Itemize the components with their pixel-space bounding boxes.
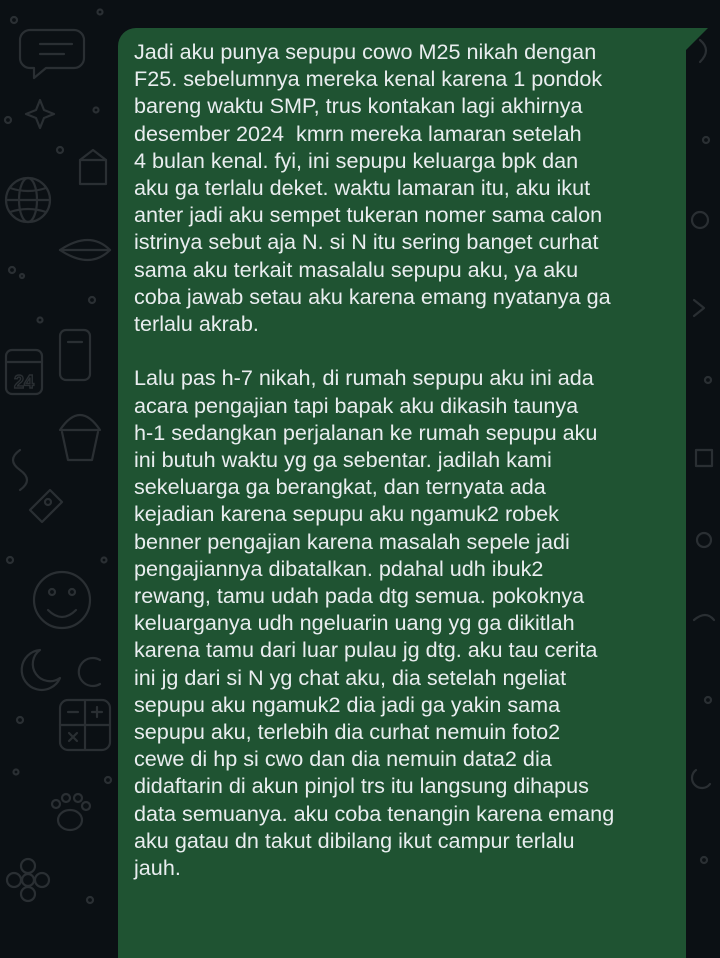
message-bubble-tail: [686, 28, 708, 50]
star-icon: [26, 100, 54, 128]
message-bubble[interactable]: [118, 28, 686, 958]
flower-icon: [7, 859, 49, 901]
message-text: Jadi aku punya sepupu cowo M25 nikah dengan F25. sebelumnya mereka kenal karena 1 pondok bareng waktu SMP, trus kontakan lagi akhirnya desember 2024 kmrn mereka lamaran setelah 4 bulan kenal. fyi, ini sepupu keluarga bpk dan aku ga terlalu deket. waktu lamaran itu, aku ikut anter jadi aku sempet tukeran nomer sama calon istrinya sebut aja N. si N itu sering banget curhat sama aku terkait masalalu sepupu aku, ya aku coba jawab setau aku karena emang nyatanya ga terlalu akrab. Lalu pas h-7 nikah, di rumah sepupu aku ini ada acara pengajian tapi bapak aku dikasih taunya h-1 sedangkan perjalanan ke rumah sepupu aku ini butuh waktu yg ga sebentar. jadilah kami sekeluarga ga berangkat, dan ternyata ada kejadian karena sepupu aku ngamuk2 robek benner pengajian karena masalah sepele jadi pengajiannya dibatalkan. pdahal udh ibuk2 rewang, tamu udah pada dtg semua. pokoknya keluarganya udh ngeluarin uang yg ga dikitlah karena tamu dari luar pulau jg dtg. aku tau cerita ini jg dari si N yg chat aku, dia setelah ngeliat sepupu aku ngamuk2 dia jadi ga yakin sama sepupu aku, terlebih dia curhat nemuin foto2 cewe di hp si cwo dan dia nemuin data2 dia didaftarin di akun pinjol trs itu langsung dihapus data semuanya. aku coba tenangin karena emang aku gatau dn takut dibilang ikut campur terlalu jauh.: [134, 39, 615, 881]
chat-bubble-icon: [20, 30, 84, 78]
smiley-icon: [34, 572, 90, 628]
globe-icon: [6, 178, 50, 222]
crescent-moon-icon: [22, 650, 60, 690]
calculator-icon: [60, 700, 110, 750]
paw-icon: [52, 794, 90, 830]
badge-24-label: 24: [13, 372, 35, 392]
